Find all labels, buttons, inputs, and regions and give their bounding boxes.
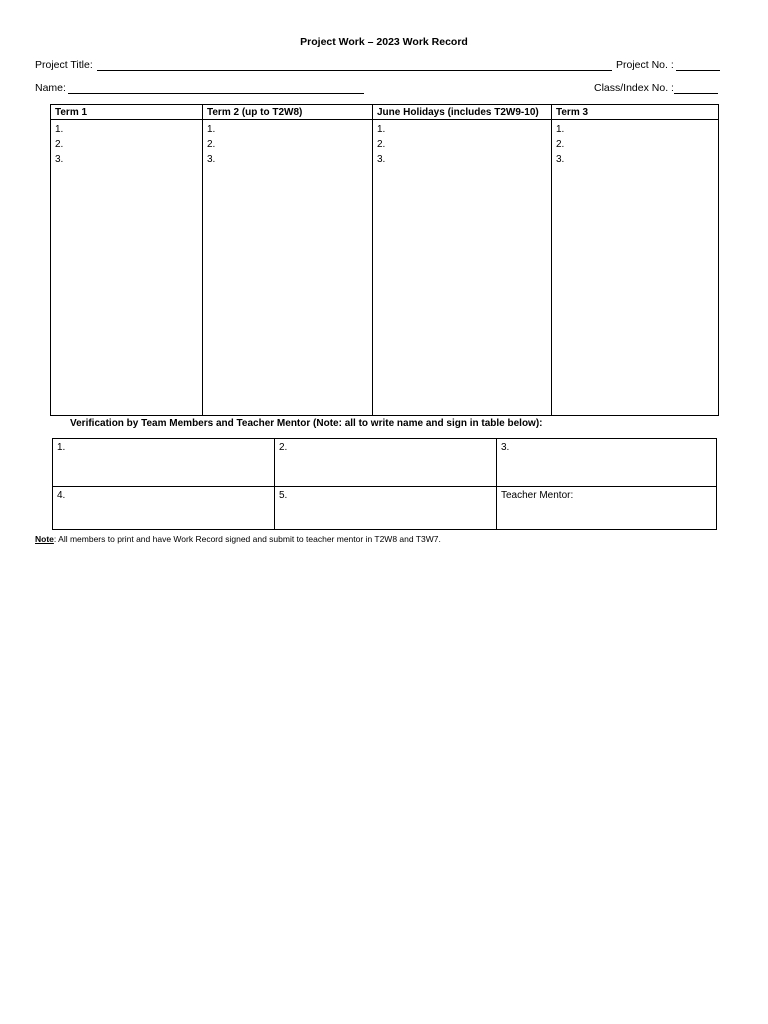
verification-table [52, 438, 717, 530]
column-heading-term-1: Term 1 [51, 105, 203, 120]
list-item: 3. [55, 154, 64, 165]
signature-cell-member-3[interactable]: 3. [497, 439, 717, 487]
name-field[interactable] [68, 83, 364, 94]
column-heading-term-2: Term 2 (up to T2W8) [203, 105, 373, 120]
page-title: Project Work – 2023 Work Record [300, 36, 468, 48]
list-item: 3. [207, 154, 216, 165]
term-3-cell[interactable] [552, 120, 719, 416]
note-text: : All members to print and have Work Record signed and submit to teacher mentor in T2W8 and T3W7. [53, 534, 441, 544]
signature-cell-member-5[interactable]: 5. [275, 486, 497, 529]
term-1-cell[interactable] [51, 120, 203, 416]
footer-note [35, 534, 441, 544]
signature-cell-member-4[interactable]: 4. [53, 486, 275, 529]
list-item: 1. [377, 124, 386, 135]
list-item: 2. [207, 139, 216, 150]
column-heading-term-3: Term 3 [552, 105, 719, 120]
class-index-label: Class/Index No. : [594, 82, 674, 94]
june-holidays-cell[interactable] [373, 120, 552, 416]
project-title-field[interactable] [97, 60, 612, 71]
list-item: 1. [556, 124, 565, 135]
work-record-table [50, 104, 719, 416]
list-item: 3. [556, 154, 565, 165]
signature-cell-member-1[interactable]: 1. [53, 439, 275, 487]
name-label: Name: [35, 82, 66, 94]
note-label: Note [35, 534, 54, 544]
list-item: 1. [207, 124, 216, 135]
project-title-label: Project Title: [35, 59, 93, 71]
verification-heading: Verification by Team Members and Teacher Mentor (Note: all to write name and sign in table below): [70, 418, 543, 429]
project-no-field[interactable] [676, 60, 720, 71]
column-heading-june-holidays: June Holidays (includes T2W9-10) [373, 105, 552, 120]
list-item: 3. [377, 154, 386, 165]
signature-cell-teacher-mentor[interactable]: Teacher Mentor: [497, 486, 717, 529]
list-item: 1. [55, 124, 64, 135]
list-item: 2. [55, 139, 64, 150]
project-no-label: Project No. : [616, 59, 674, 71]
class-index-field[interactable] [674, 83, 718, 94]
term-2-cell[interactable] [203, 120, 373, 416]
list-item: 2. [377, 139, 386, 150]
signature-cell-member-2[interactable]: 2. [275, 439, 497, 487]
list-item: 2. [556, 139, 565, 150]
